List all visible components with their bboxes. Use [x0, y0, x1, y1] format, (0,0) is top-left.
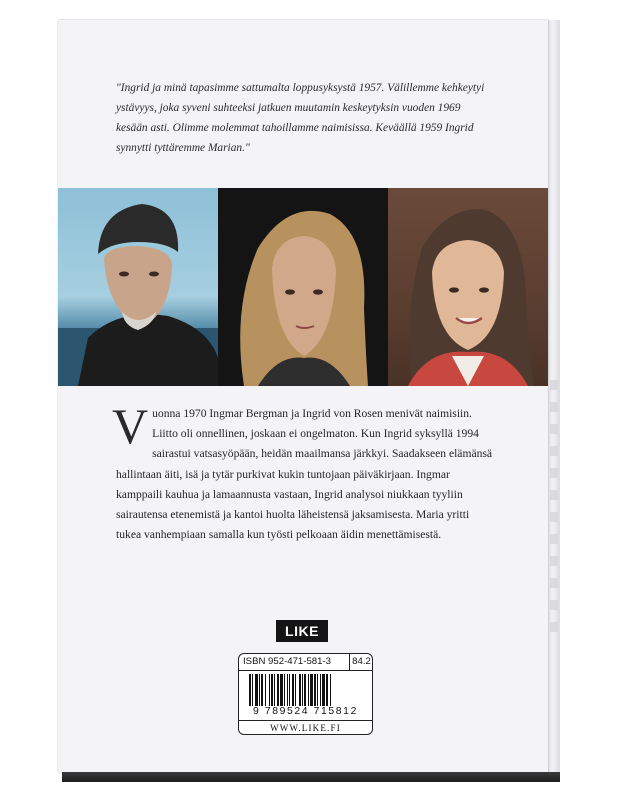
description-line: sairastui vatsasyöpään, heidän maailmansa järkkyi. Saadakseen elämänsä	[152, 447, 493, 461]
description-line: hallintaan äiti, isä ja tytär purkivat kukin tuntojaan päiväkirjaan. Ingmar	[116, 467, 450, 481]
bottom-edge-band	[62, 772, 560, 782]
description-line: uonna 1970 Ingmar Bergman ja Ingrid von Rosen menivät naimisiin.	[152, 407, 472, 420]
barcode-bars	[249, 674, 362, 706]
isbn-number: ISBN 952-471-581-3	[243, 656, 331, 667]
publisher-logo: LIKE	[276, 620, 328, 642]
publisher-website: WWW.LIKE.FI	[239, 720, 372, 735]
photo-man-with-beanie	[58, 188, 218, 386]
quote-line: "Ingrid ja minä tapasimme sattumalta loppusyksystä 1957. Välillemme kehkeytyi	[116, 82, 485, 94]
description-line: Liitto oli onnellinen, joskaan ei ongelmaton. Kun Ingrid syksyllä 1994	[152, 427, 479, 441]
barcode-number: 9 789524 715812	[253, 706, 358, 717]
description-line: tukea vanhempiaan samalla kun työsti pelkoaan äidin menettämisestä.	[116, 528, 442, 542]
back-cover-quote	[116, 78, 526, 158]
isbn-row	[239, 654, 372, 671]
description-line: kamppaili kauhua ja lamaannusta vastaan, Ingrid analysoi niukkaan tyyliin	[116, 487, 463, 501]
quote-line: synnytti tyttäremme Marian."	[116, 142, 250, 154]
class-code: 84.2	[349, 654, 373, 670]
dropcap-letter: V	[112, 398, 149, 454]
photo-woman-curly-hair	[218, 188, 388, 386]
photo-strip	[58, 188, 548, 386]
spine-ghost-text	[550, 380, 558, 640]
book-description	[112, 398, 528, 545]
description-line: sairautensa etenemistä ja kantoi huolta läheistensä jaksamisesta. Maria yritti	[116, 508, 470, 522]
barcode-box	[238, 653, 373, 735]
quote-line: kesään asti. Olimme molemmat tahoillamme naimisissa. Keväällä 1959 Ingrid	[116, 122, 474, 134]
photo-smiling-woman	[388, 188, 548, 386]
quote-line: ystävyys, joka syveni suhteeksi jatkuen muutamin keskeytyksin vuoden 1969	[116, 102, 461, 114]
